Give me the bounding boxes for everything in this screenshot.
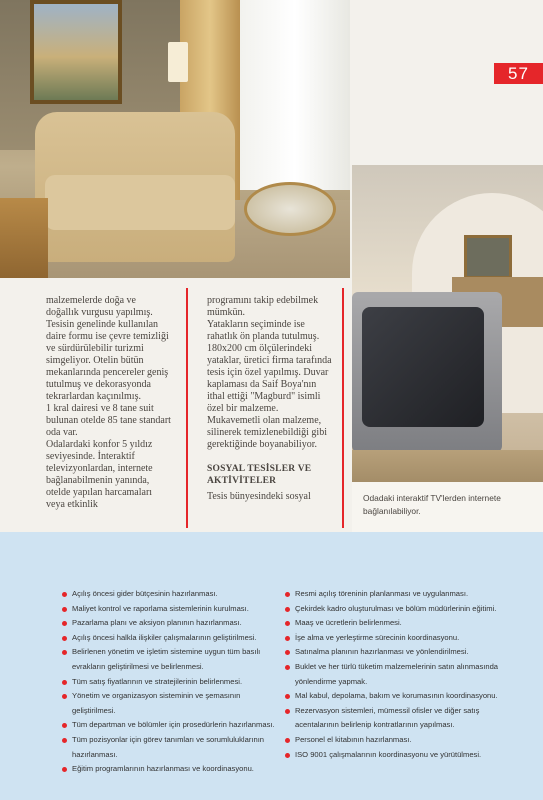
bullet-icon — [62, 694, 67, 699]
bullet-icon — [285, 636, 290, 641]
list-item: Tüm departman ve bölümler için prosedürlerin hazırlanması. — [60, 718, 278, 733]
window — [240, 0, 350, 190]
list-item: Satınalma planının hazırlanması ve yönlendirilmesi. — [283, 645, 519, 660]
bullet-icon — [285, 738, 290, 743]
framed-painting — [30, 0, 122, 104]
paragraph: Odalardaki konfor 5 yıldız seviyesinde. İnteraktif televizyonlardan, internete bağlanabilmenin yanında, otelde yapılan harcamaları veya etkinlik — [46, 439, 153, 510]
article-column-1 — [46, 295, 171, 511]
list-item: Pazarlama planı ve aksiyon planının hazırlanması. — [60, 616, 278, 631]
bullet-icon — [285, 607, 290, 612]
paragraph: Tesis bünyesindeki sosyal — [207, 491, 311, 502]
list-item: Maaş ve ücretlerin belirlenmesi. — [283, 616, 519, 631]
bullet-icon — [62, 650, 67, 655]
column-rule — [186, 288, 188, 528]
bullet-icon — [285, 753, 290, 758]
list-item: ISO 9001 çalışmalarının koordinasyonu ve yürütülmesi. — [283, 748, 519, 763]
hotel-room-tv-photo — [352, 165, 543, 482]
bullet-icon — [62, 592, 67, 597]
bullet-icon — [62, 636, 67, 641]
list-item: Tüm satış fiyatlarının ve stratejilerinin belirlenmesi. — [60, 675, 278, 690]
bullet-icon — [62, 680, 67, 685]
services-list-left — [60, 587, 278, 777]
paragraph: 1 kral dairesi ve 8 tane suit bulunan otelde 85 tane standart oda var. — [46, 403, 171, 438]
services-list-right — [283, 587, 519, 762]
article-column-2 — [207, 295, 332, 503]
page-number: 57 — [494, 63, 543, 84]
bullet-icon — [285, 665, 290, 670]
list-item: Tüm pozisyonlar için görev tanımları ve sorumluluklarının hazırlanması. — [60, 733, 278, 762]
photo-caption: Odadaki interaktif TV'lerden internete bağlanılabiliyor. — [363, 493, 501, 516]
tv-screen — [362, 307, 484, 427]
list-item: Mal kabul, depolama, bakım ve korumasının koordinasyonu. — [283, 689, 519, 704]
list-item: Resmi açılış töreninin planlanması ve uygulanması. — [283, 587, 519, 602]
wall-picture — [464, 235, 512, 279]
list-item: Buklet ve her türlü tüketim malzemelerinin satın alınmasında yönlendirme yapmak. — [283, 660, 519, 689]
paragraph: Yatakların seçiminde ise rahatlık ön planda tutulmuş. 180x200 cm ölçülerindeki yataklar, üretici firma tarafında tesis için özel yapılmış. Duvar kaplaması da Saif Boya'nın ithal ettiği "Magburd" isimli özel bir malzeme. Mukavemetli olan malzeme, silinerek temizlenebildiği gibi gerektiğinde boyanabiliyor. — [207, 319, 332, 450]
bullet-icon — [62, 607, 67, 612]
paragraph: malzemelerde doğa ve doğallık vurgusu yapılmış. Tesisin genelinde kullanılan daire formu ise çevre temizliği ve sürdürülebilir turizmi simgeliyor. Otelin bütün mekanlarında pencereler geniş tutulmuş ve dekorasyonda tekrarlardan kaçınılmış. — [46, 295, 169, 402]
tv-stand — [352, 450, 543, 482]
paragraph: programını takip edebilmek mümkün. — [207, 295, 319, 318]
list-item: Açılış öncesi gider bütçesinin hazırlanması. — [60, 587, 278, 602]
list-item: Eğitim programlarının hazırlanması ve koordinasyonu. — [60, 762, 278, 777]
list-item: Maliyet kontrol ve raporlama sistemlerinin kurulması. — [60, 602, 278, 617]
list-item: İşe alma ve yerleştirme sürecinin koordinasyonu. — [283, 631, 519, 646]
bullet-icon — [285, 694, 290, 699]
glass-coffee-table — [244, 182, 336, 236]
sofa-seat — [45, 175, 235, 230]
list-item: Yönetim ve organizasyon sisteminin ve şemasının geliştirilmesi. — [60, 689, 278, 718]
list-item: Açılış öncesi halkla ilişkiler çalışmalarının geliştirilmesi. — [60, 631, 278, 646]
floor-lamp — [168, 42, 188, 82]
column-rule — [342, 288, 344, 528]
hotel-suite-photo — [0, 0, 350, 278]
list-item: Rezervasyon sistemleri, mümessil ofisler ve diğer satış acentalarının belirlenip kontratlarının yapılması. — [283, 704, 519, 733]
bullet-icon — [285, 709, 290, 714]
bullet-icon — [62, 767, 67, 772]
bullet-icon — [62, 738, 67, 743]
bullet-icon — [285, 621, 290, 626]
list-item: Belirlenen yönetim ve işletim sistemine uygun tüm basılı evrakların geliştirilmesi ve belirlenmesi. — [60, 645, 278, 674]
list-item: Çekirdek kadro oluşturulması ve bölüm müdürlerinin eğitimi. — [283, 602, 519, 617]
bullet-icon — [62, 723, 67, 728]
bullet-icon — [285, 650, 290, 655]
list-item: Personel el kitabının hazırlanması. — [283, 733, 519, 748]
bullet-icon — [62, 621, 67, 626]
bullet-icon — [285, 592, 290, 597]
wooden-chair — [0, 198, 48, 278]
section-heading: SOSYAL TESİSLER VE AKTİVİTELER — [207, 464, 312, 486]
